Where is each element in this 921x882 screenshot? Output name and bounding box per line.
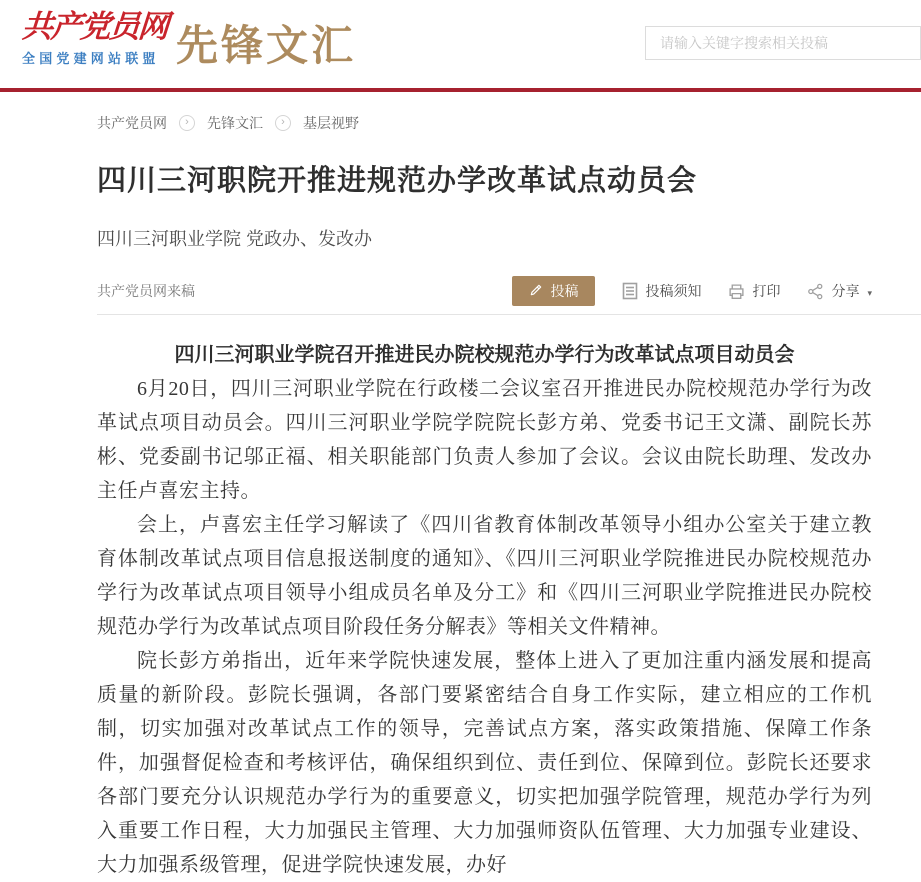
logo-brand-text: 共产党员网: [20, 9, 169, 44]
guidelines-label: 投稿须知: [645, 283, 702, 299]
site-section-title: 先锋文汇: [176, 22, 357, 69]
article-meta-row: [97, 276, 872, 306]
share-label: 分享: [831, 283, 860, 299]
logo-tagline: 全国党建网站联盟: [22, 51, 160, 66]
breadcrumb-item-category[interactable]: 基层视野: [303, 115, 359, 131]
meta-divider: [97, 314, 921, 315]
article-toolbar: [512, 276, 872, 306]
site-header: [0, 0, 921, 88]
search-input[interactable]: [645, 26, 921, 60]
printer-icon: [728, 283, 745, 300]
document-lines-icon: [622, 282, 638, 300]
chevron-right-icon: ›: [179, 115, 195, 131]
main-content: [97, 113, 872, 882]
print-button[interactable]: [728, 281, 780, 301]
site-logo[interactable]: [22, 9, 172, 67]
header-rule: [0, 88, 921, 92]
caret-down-icon: ▾: [867, 288, 872, 298]
article-paragraph-2: 会上，卢喜宏主任学习解读了《四川省教育体制改革领导小组办公室关于建立教育体制改革试点项目信息报送制度的通知》、《四川三河职业学院推进民办院校规范办学行为改革试点项目领导小组成员名单及分工》和《四川三河职业学院推进民办院校规范办学行为改革试点项目阶段任务分解表》等相关文件精神。: [97, 514, 872, 638]
breadcrumb: [97, 113, 872, 133]
article-byline: 四川三河职业学院 党政办、发改办: [97, 229, 372, 249]
print-label: 打印: [752, 283, 781, 299]
submit-button-label: 投稿: [550, 283, 579, 299]
article-paragraph-3: 院长彭方弟指出，近年来学院快速发展，整体上进入了更加注重内涵发展和提高质量的新阶段。彭院长强调，各部门要紧密结合自身工作实际，建立相应的工作机制，切实加强对改革试点工作的领导，完善试点方案，落实政策措施、保障工作条件，加强督促检查和考核评估，确保组织到位、责任到位、保障到位。彭院长还要求各部门要充分认识规范办学行为的重要意义，切实把加强学院管理，规范办学行为列入重要工作日程，大力加强民主管理、大力加强师资队伍管理、大力加强专业建设、大力加强系级管理，促进学院快速发展，办好: [97, 650, 872, 876]
submit-button[interactable]: [512, 276, 595, 306]
article-source: 共产党员网来稿: [97, 283, 195, 299]
chevron-right-icon: ›: [275, 115, 291, 131]
guidelines-button[interactable]: [622, 281, 701, 301]
share-nodes-icon: [807, 283, 824, 300]
article-paragraph-1: 6月20日，四川三河职业学院在行政楼二会议室召开推进民办院校规范办学行为改革试点项目动员会。四川三河职业学院学院院长彭方弟、党委书记王文潇、副院长苏彬、党委副书记邬正福、相关职能部门负责人参加了会议。会议由院长助理、发改办主任卢喜宏主持。: [97, 378, 872, 502]
article-body: [97, 338, 872, 882]
article-title: 四川三河职院开推进规范办学改革试点动员会: [97, 165, 698, 197]
article-body-heading: 四川三河职业学院召开推进民办院校规范办学行为改革试点项目动员会: [174, 344, 795, 366]
pencil-icon: [529, 283, 543, 300]
share-button[interactable]: [807, 281, 872, 301]
breadcrumb-item-section[interactable]: 先锋文汇: [207, 115, 263, 131]
breadcrumb-item-home[interactable]: 共产党员网: [97, 115, 167, 131]
